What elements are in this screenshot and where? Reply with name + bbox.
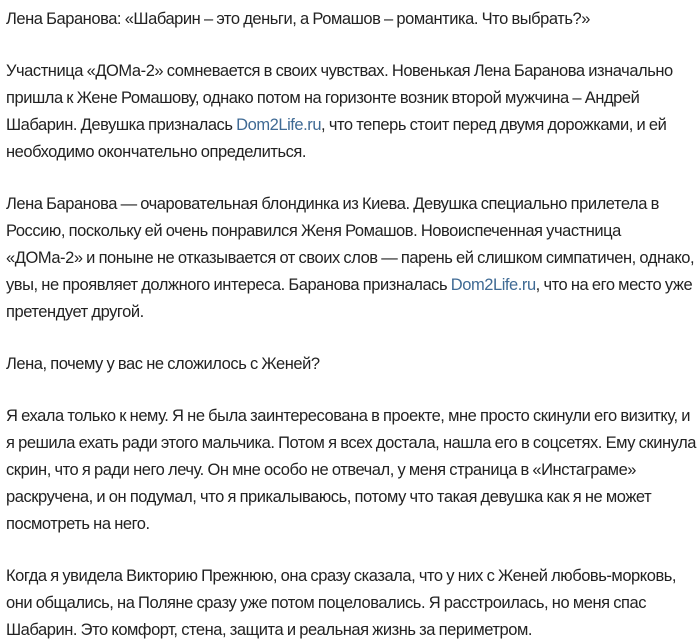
dom2life-link[interactable]: Dom2Life.ru xyxy=(450,276,536,294)
paragraph-text: Участница «ДОМа-2» сомневается в своих чувствах. Новенькая Лена Баранова изначально пришла к Жене Ромашову, однако потом на горизонте возник второй мужчина – Андрей Шабарин. Девушка призналась xyxy=(6,62,673,134)
paragraph-text: , что теперь стоит перед двумя дорожками, и ей необходимо окончательно определиться. xyxy=(6,116,667,161)
interview-answer-continued: Когда я увидела Викторию Прежнюю, она сразу сказала, что у них с Женей любовь-морковь, они общались, на Поляне сразу уже потом поцеловались. Я расстроилась, но меня спас Шабарин. Это комфорт, стена, защита и реальная жизнь за периметром. xyxy=(6,567,677,639)
paragraph-text: Лена Баранова — очаровательная блондинка из Киева. Девушка специально прилетела в Россию, поскольку ей очень понравился Женя Ромашов. Новоиспеченная участница «ДОМа-2» и поныне не отказывается от своих слов — парень ей слишком симпатичен, однако, увы, не проявляет должного интереса. Баранова призналась xyxy=(6,195,695,294)
interview-question: Лена, почему у вас не сложилось с Женей? xyxy=(6,355,320,373)
paragraph-intro xyxy=(6,58,696,166)
interview-answer: Я ехала только к нему. Я не была заинтересована в проекте, мне просто скинули его визитку, и я решила ехать ради этого мальчика. Потом я всех достала, нашла его в соцсетях. Ему скинула скрин, что я ради него лечу. Он мне особо не отвечал, у меня страница в «Инстаграме» раскручена, и он подумал, что я прикалываюсь, потому что такая девушка как я не может посмотреть на него. xyxy=(6,407,696,533)
article-title: Лена Баранова: «Шабарин – это деньги, а Ромашов – романтика. Что выбрать?» xyxy=(6,10,590,28)
dom2life-link[interactable]: Dom2Life.ru xyxy=(236,116,322,134)
paragraph-background xyxy=(6,191,696,326)
paragraph-text: , что на его место уже претендует другой. xyxy=(6,276,693,321)
